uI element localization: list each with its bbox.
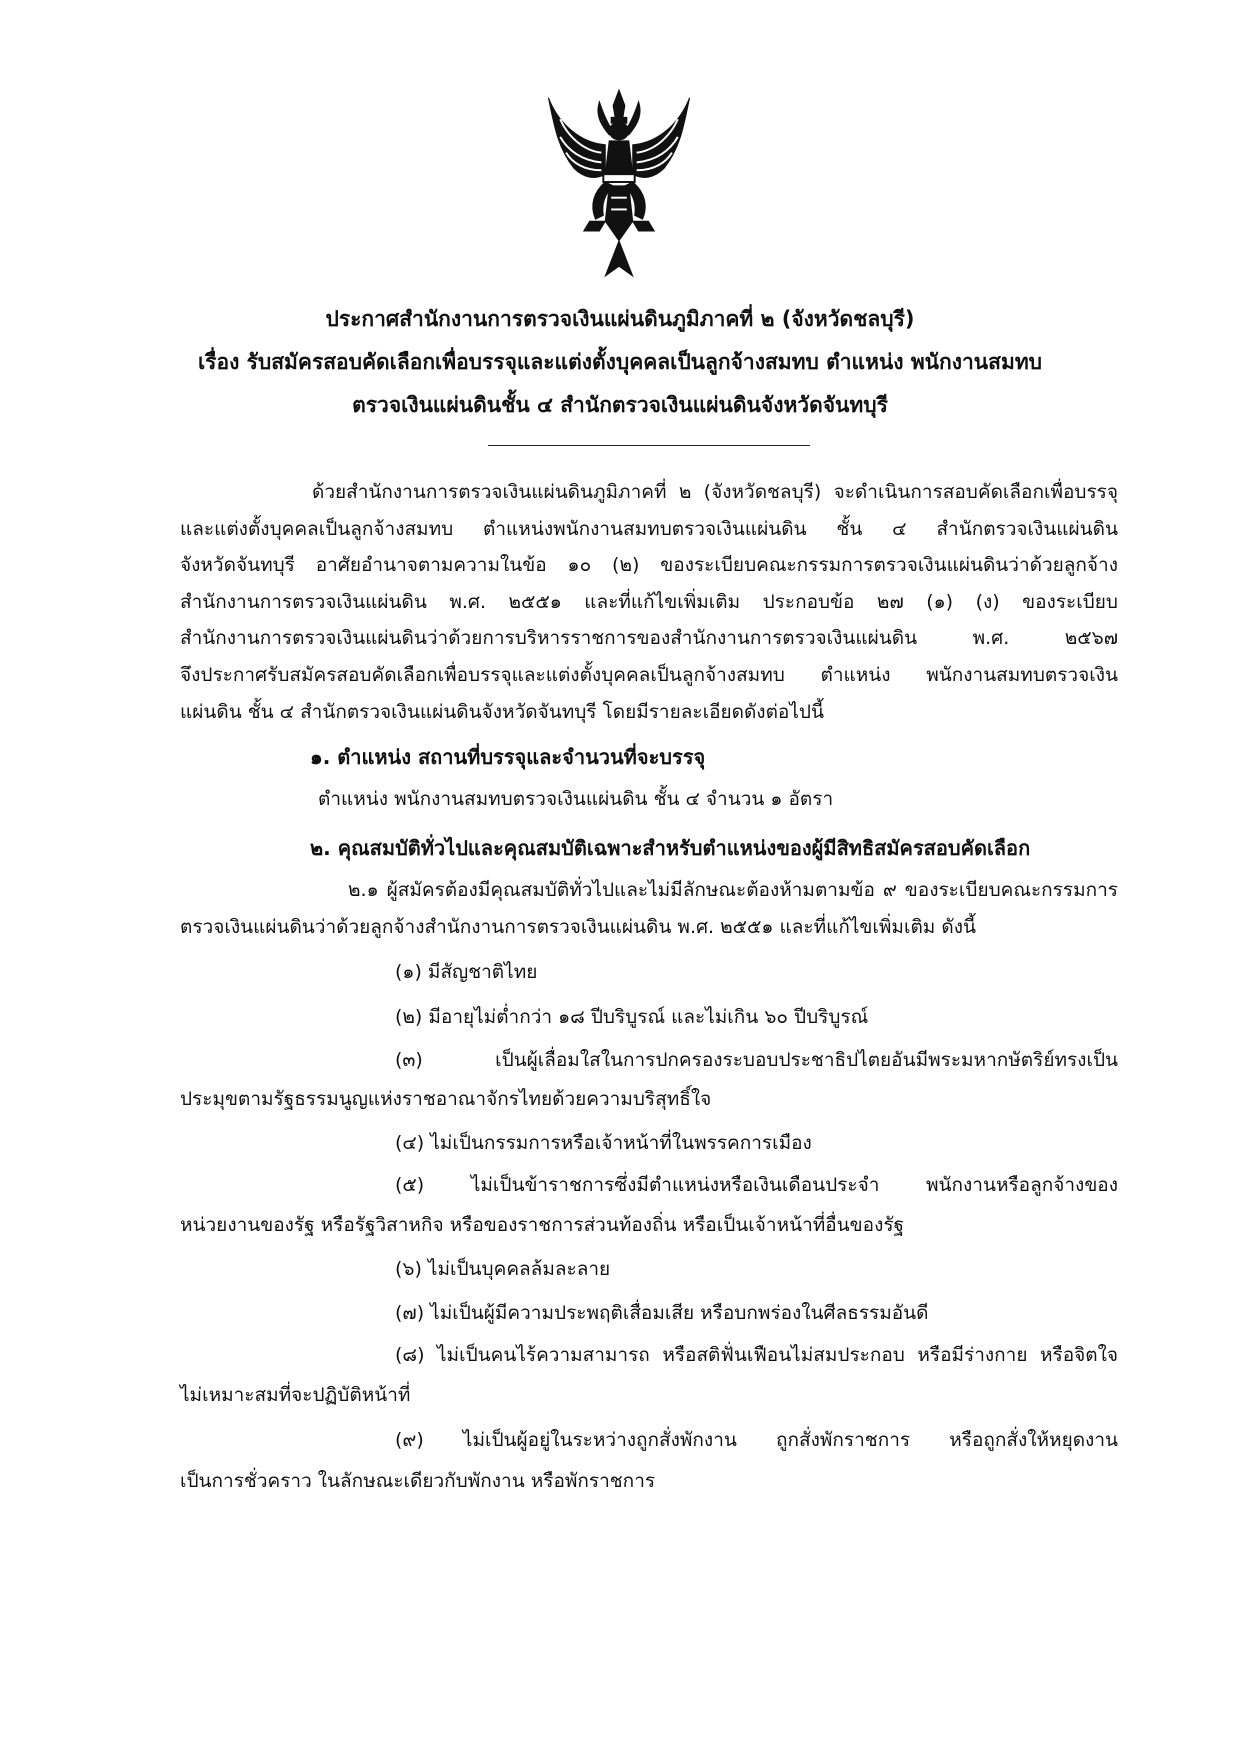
subsection-2-1-cont: ตรวจเงินแผ่นดินว่าด้วยลูกจ้างสำนักงานการตรวจเงินแผ่นดิน พ.ศ. ๒๕๕๑ และที่แก้ไขเพิ่มเติม ดังนี้ [180,916,976,938]
intro-line: สำนักงานการตรวจเงินแผ่นดินว่าด้วยการบริหารราชการของสำนักงานการตรวจเงินแผ่นดิน พ.ศ. ๒๕๖๗ [180,627,1118,650]
qualification-item-1: (๑) มีสัญชาติไทย [395,961,538,983]
qualification-item-4: (๔) ไม่เป็นกรรมการหรือเจ้าหน้าที่ในพรรคการเมือง [395,1132,812,1154]
qualification-item-7: (๗) ไม่เป็นผู้มีความประพฤติเสื่อมเสีย หรือบกพร่องในศีลธรรมอันดี [395,1302,929,1324]
qualification-item-6: (๖) ไม่เป็นบุคคลล้มละลาย [395,1258,611,1280]
section2-heading: ๒. คุณสมบัติทั่วไปและคุณสมบัติเฉพาะสำหรับตำแหน่งของผู้มีสิทธิสมัครสอบคัดเลือก [310,836,1031,860]
qualification-item-5-cont: หน่วยงานของรัฐ หรือรัฐวิสาหกิจ หรือของราชการส่วนท้องถิ่น หรือเป็นเจ้าหน้าที่อื่นของรัฐ [180,1214,905,1236]
intro-paragraph [180,474,1118,730]
qualification-item-9-cont: เป็นการชั่วคราว ในลักษณะเดียวกับพักงาน หรือพักราชการ [180,1470,656,1492]
section1-heading: ๑. ตำแหน่ง สถานที่บรรจุและจำนวนที่จะบรรจุ [310,745,706,769]
intro-line: แผ่นดิน ชั้น ๔ สำนักตรวจเงินแผ่นดินจังหวัดจันทบุรี โดยมีรายละเอียดดังต่อไปนี้ [180,700,824,723]
qualification-item-2: (๒) มีอายุไม่ต่ำกว่า ๑๘ ปีบริบูรณ์ และไม่เกิน ๖๐ ปีบริบูรณ์ [395,1006,869,1028]
subsection-2-1: ๒.๑ ผู้สมัครต้องมีคุณสมบัติทั่วไปและไม่มีลักษณะต้องห้ามตามข้อ ๙ ของระเบียบคณะกรรมการ [348,879,1118,901]
qualification-item-3-cont: ประมุขตามรัฐธรรมนูญแห่งราชอาณาจักรไทยด้วยความบริสุทธิ์ใจ [180,1088,712,1110]
announcement-title: ประกาศสำนักงานการตรวจเงินแผ่นดินภูมิภาคที่ ๒ (จังหวัดชลบุรี) [325,307,915,331]
intro-line: จึงประกาศรับสมัครสอบคัดเลือกเพื่อบรรจุและแต่งตั้งบุคคลเป็นลูกจ้างสมทบ ตำแหน่ง พนักงานสมทบตรวจเงิน [180,663,1118,686]
intro-line: สำนักงานการตรวจเงินแผ่นดิน พ.ศ. ๒๕๕๑ และที่แก้ไขเพิ่มเติม ประกอบข้อ ๒๗ (๑) (ง) ของระเบียบ [180,590,1118,613]
qualification-item-8: (๘) ไม่เป็นคนไร้ความสามารถ หรือสติฟั่นเฟือนไม่สมประกอบ หรือมีร่างกาย หรือจิตใจ [395,1344,1118,1366]
announcement-subject-cont: ตรวจเงินแผ่นดินชั้น ๔ สำนักตรวจเงินแผ่นดินจังหวัดจันทบุรี [352,393,888,417]
intro-line: และแต่งตั้งบุคคลเป็นลูกจ้างสมทบ ตำแหน่งพนักงานสมทบตรวจเงินแผ่นดิน ชั้น ๔ สำนักตรวจเงินแผ่นดิน [180,517,1118,540]
qualification-item-9: (๙) ไม่เป็นผู้อยู่ในระหว่างถูกสั่งพักงาน ถูกสั่งพักราชการ หรือถูกสั่งให้หยุดงาน [395,1429,1118,1451]
intro-line: ด้วยสำนักงานการตรวจเงินแผ่นดินภูมิภาคที่ ๒ (จังหวัดชลบุรี) จะดำเนินการสอบคัดเลือกเพื่อบรรจุ [312,481,1118,503]
section1-position: ตำแหน่ง พนักงานสมทบตรวจเงินแผ่นดิน ชั้น ๔ จำนวน ๑ อัตรา [318,788,834,810]
announcement-subject: เรื่อง รับสมัครสอบคัดเลือกเพื่อบรรจุและแต่งตั้งบุคคลเป็นลูกจ้างสมทบ ตำแหน่ง พนักงานสมทบ [198,350,1042,374]
qualification-item-3: (๓) เป็นผู้เลื่อมใสในการปกครองระบอบประชาธิปไตยอันมีพระมหากษัตริย์ทรงเป็น [395,1049,1118,1071]
qualification-item-5: (๕) ไม่เป็นข้าราชการซึ่งมีตำแหน่งหรือเงินเดือนประจำ พนักงานหรือลูกจ้างของ [395,1174,1118,1196]
title-divider [488,445,810,446]
intro-line: จังหวัดจันทบุรี อาศัยอำนาจตามความในข้อ ๑๐ (๒) ของระเบียบคณะกรรมการตรวจเงินแผ่นดินว่าด้วยลูกจ้าง [180,554,1118,577]
qualification-item-8-cont: ไม่เหมาะสมที่จะปฏิบัติหน้าที่ [180,1384,411,1406]
garuda-emblem-icon [540,84,698,280]
